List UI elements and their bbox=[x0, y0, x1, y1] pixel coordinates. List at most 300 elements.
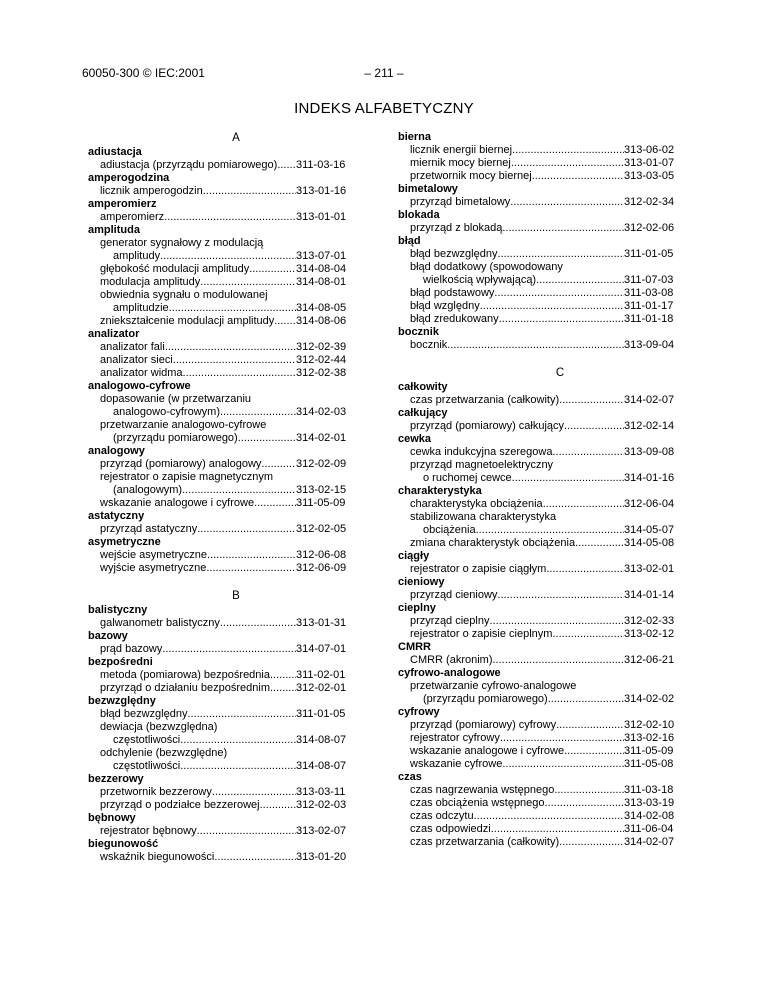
index-group bbox=[398, 641, 682, 667]
index-headword: ciągły bbox=[398, 550, 430, 562]
index-headword: bazowy bbox=[88, 630, 128, 642]
index-group bbox=[88, 838, 368, 864]
index-entry bbox=[398, 810, 682, 823]
term-reference-code: 312-02-14 bbox=[624, 420, 675, 432]
index-entry-text: modulacja amplitudy bbox=[100, 276, 201, 288]
index-headword: analogowy bbox=[88, 445, 145, 457]
index-entry bbox=[398, 615, 682, 628]
dot-leader bbox=[536, 274, 624, 287]
term-reference-code: 312-06-21 bbox=[624, 654, 675, 666]
index-entry-text: o ruchomej cewce bbox=[423, 472, 512, 484]
dot-leader bbox=[497, 589, 624, 602]
index-entry bbox=[398, 498, 682, 511]
index-entry bbox=[398, 745, 682, 758]
dot-leader bbox=[493, 654, 625, 667]
index-entry-text: wyjście asymetryczne bbox=[100, 562, 207, 574]
term-reference-code: 313-02-16 bbox=[624, 732, 675, 744]
index-group bbox=[398, 131, 682, 183]
term-reference-code: 313-09-08 bbox=[624, 446, 675, 458]
index-entry bbox=[398, 287, 682, 300]
index-headword: cieniowy bbox=[398, 576, 445, 588]
index-entry-text: amperomierz bbox=[100, 211, 165, 223]
index-entry-text: rejestrator o zapisie magnetycznym bbox=[100, 471, 274, 483]
index-group bbox=[88, 773, 368, 812]
dot-leader bbox=[532, 170, 624, 183]
index-entry-text: cewka indukcyjna szeregowa bbox=[410, 446, 553, 458]
term-reference-code: 314-08-06 bbox=[296, 315, 347, 327]
index-entry-text: przyrząd (pomiarowy) analogowy bbox=[100, 458, 262, 470]
term-reference-code: 311-01-05 bbox=[296, 708, 346, 720]
index-headword: blokada bbox=[398, 209, 440, 221]
index-group bbox=[398, 550, 682, 576]
term-reference-code: 311-02-01 bbox=[296, 669, 346, 681]
index-entry-text: wskazanie analogowe i cyfrowe bbox=[100, 497, 255, 509]
dot-leader bbox=[491, 823, 624, 836]
term-reference-code: 311-05-08 bbox=[624, 758, 674, 770]
index-group bbox=[398, 602, 682, 641]
index-group bbox=[398, 706, 682, 771]
index-entry-text: obciążenia bbox=[423, 524, 476, 536]
term-reference-code: 314-08-05 bbox=[296, 302, 347, 314]
index-entry-text: przyrząd o działaniu bezpośrednim bbox=[100, 682, 270, 694]
index-entry bbox=[88, 497, 368, 510]
dot-leader bbox=[512, 472, 624, 485]
index-entry bbox=[88, 458, 368, 471]
dot-leader bbox=[197, 825, 296, 838]
dot-leader bbox=[559, 394, 624, 407]
dot-leader bbox=[207, 549, 296, 562]
index-entry bbox=[88, 562, 368, 575]
index-entry bbox=[398, 144, 682, 157]
index-entry bbox=[398, 732, 682, 745]
index-entry-text: przyrząd bimetalowy bbox=[410, 196, 511, 208]
index-entry bbox=[398, 222, 682, 235]
index-entry-text: przetwarzanie cyfrowo-analogowe bbox=[410, 680, 577, 692]
page-title: INDEKS ALFABETYCZNY bbox=[294, 100, 474, 117]
term-reference-code: 314-01-14 bbox=[624, 589, 675, 601]
index-entry-text: przyrząd (pomiarowy) całkujący bbox=[410, 420, 565, 432]
index-entry bbox=[398, 420, 682, 433]
term-reference-code: 312-02-38 bbox=[296, 367, 347, 379]
term-reference-code: 311-01-17 bbox=[624, 300, 674, 312]
index-group bbox=[398, 381, 682, 407]
index-entry-text: galwanometr balistyczny bbox=[100, 617, 220, 629]
index-group bbox=[88, 812, 368, 838]
index-entry-text: czas przetwarzania (całkowity) bbox=[410, 836, 560, 848]
index-group bbox=[88, 172, 368, 198]
dot-leader bbox=[274, 315, 296, 328]
index-entry bbox=[398, 511, 682, 537]
dot-leader bbox=[502, 758, 624, 771]
section-letter-c: C bbox=[555, 367, 565, 379]
index-entry-text: przetwornik mocy biernej bbox=[410, 170, 532, 182]
index-entry-text: analogowo-cyfrowym) bbox=[113, 406, 220, 418]
index-entry-text: czas nagrzewania wstępnego bbox=[410, 784, 555, 796]
dot-leader bbox=[214, 851, 296, 864]
term-reference-code: 313-03-19 bbox=[624, 797, 675, 809]
index-column-left bbox=[88, 131, 368, 864]
index-column-right bbox=[398, 131, 682, 849]
index-headword: czas bbox=[398, 771, 422, 783]
dot-leader bbox=[260, 799, 296, 812]
index-entry-text: przyrząd cieniowy bbox=[410, 589, 498, 601]
index-entry bbox=[88, 549, 368, 562]
index-headword: amperogodzina bbox=[88, 172, 170, 184]
dot-leader bbox=[476, 524, 624, 537]
index-entry bbox=[88, 708, 368, 721]
index-entry-text: CMRR (akronim) bbox=[410, 654, 493, 666]
dot-leader bbox=[511, 157, 624, 170]
index-entry bbox=[398, 784, 682, 797]
index-group bbox=[88, 445, 368, 510]
section-letter-b: B bbox=[232, 590, 240, 602]
index-headword: błąd bbox=[398, 235, 421, 247]
index-group bbox=[88, 695, 368, 773]
dot-leader bbox=[494, 287, 624, 300]
index-entry-text: błąd bezwzględny bbox=[100, 708, 188, 720]
index-entry bbox=[398, 758, 682, 771]
index-entry-text: rejestrator o zapisie cieplnym bbox=[410, 628, 553, 640]
dot-leader bbox=[489, 615, 624, 628]
index-entry-text: wskaźnik biegunowości bbox=[100, 851, 215, 863]
index-group bbox=[88, 146, 368, 172]
dot-leader bbox=[502, 222, 624, 235]
dot-leader bbox=[480, 300, 624, 313]
dot-leader bbox=[497, 248, 624, 261]
index-entry-text: błąd względny bbox=[410, 300, 480, 312]
term-reference-code: 311-03-08 bbox=[624, 287, 674, 299]
term-reference-code: 313-02-07 bbox=[296, 825, 347, 837]
index-headword: cieplny bbox=[398, 602, 436, 614]
index-entry-text: dewiacja (bezwzględna) bbox=[100, 721, 218, 733]
index-entry bbox=[88, 851, 368, 864]
index-entry bbox=[88, 211, 368, 224]
index-entry-text: (przyrządu pomiarowego) bbox=[113, 432, 238, 444]
term-reference-code: 312-02-44 bbox=[296, 354, 347, 366]
term-reference-code: 314-08-04 bbox=[296, 263, 347, 275]
term-reference-code: 314-08-07 bbox=[296, 760, 347, 772]
dot-leader bbox=[180, 760, 296, 773]
dot-leader bbox=[499, 313, 624, 326]
index-entry bbox=[398, 157, 682, 170]
term-reference-code: 314-01-16 bbox=[624, 472, 675, 484]
dot-leader bbox=[545, 797, 624, 810]
index-entry bbox=[88, 341, 368, 354]
dot-leader bbox=[165, 341, 296, 354]
term-reference-code: 311-05-09 bbox=[296, 497, 346, 509]
dot-leader bbox=[474, 810, 624, 823]
index-entry-text: amplitudy bbox=[113, 250, 161, 262]
index-group bbox=[398, 209, 682, 235]
index-entry bbox=[88, 367, 368, 380]
index-entry-text: głębokość modulacji amplitudy bbox=[100, 263, 250, 275]
term-reference-code: 312-06-09 bbox=[296, 562, 347, 574]
index-headword: amperomierz bbox=[88, 198, 157, 210]
index-group bbox=[398, 235, 682, 326]
index-entry-text: zniekształcenie modulacji amplitudy bbox=[100, 315, 275, 327]
index-headword: cyfrowo-analogowe bbox=[398, 667, 501, 679]
dot-leader bbox=[556, 719, 624, 732]
index-headword: bezpośredni bbox=[88, 656, 153, 668]
dot-leader bbox=[180, 734, 296, 747]
index-entry bbox=[398, 680, 682, 706]
dot-leader bbox=[270, 682, 296, 695]
index-group bbox=[88, 380, 368, 445]
index-entry-text: czas obciążenia wstępnego bbox=[410, 797, 545, 809]
index-group bbox=[398, 485, 682, 550]
term-reference-code: 314-07-01 bbox=[296, 643, 347, 655]
dot-leader bbox=[447, 339, 624, 352]
term-reference-code: 314-02-02 bbox=[624, 693, 675, 705]
index-entry-text: przyrząd (pomiarowy) cyfrowy bbox=[410, 719, 557, 731]
index-section-b-continued bbox=[398, 131, 682, 352]
index-entry-text: wejście asymetryczne bbox=[100, 549, 207, 561]
index-entry-text: obwiednia sygnału o modulowanej bbox=[100, 289, 268, 301]
index-entry-text: przyrząd o podziałce bezzerowej bbox=[100, 799, 260, 811]
index-entry bbox=[398, 170, 682, 183]
index-headword: bimetalowy bbox=[398, 183, 458, 195]
term-reference-code: 313-03-11 bbox=[296, 786, 346, 798]
term-reference-code: 313-02-01 bbox=[624, 563, 675, 575]
index-entry bbox=[88, 617, 368, 630]
term-reference-code: 313-01-07 bbox=[624, 157, 675, 169]
index-entry bbox=[88, 237, 368, 263]
term-reference-code: 313-01-31 bbox=[296, 617, 347, 629]
index-headword: biegunowość bbox=[88, 838, 159, 850]
index-entry bbox=[398, 563, 682, 576]
dot-leader bbox=[169, 302, 296, 315]
index-entry bbox=[88, 185, 368, 198]
term-reference-code: 312-02-03 bbox=[296, 799, 347, 811]
index-entry-text: bocznik bbox=[410, 339, 448, 351]
term-reference-code: 311-03-18 bbox=[624, 784, 674, 796]
dot-leader bbox=[500, 732, 624, 745]
index-headword: analizator bbox=[88, 328, 140, 340]
term-reference-code: 313-09-04 bbox=[624, 339, 675, 351]
dot-leader bbox=[220, 617, 296, 630]
index-entry-text: przyrząd magnetoelektryczny bbox=[410, 459, 554, 471]
index-entry bbox=[398, 196, 682, 209]
index-group bbox=[88, 536, 368, 575]
index-group bbox=[88, 510, 368, 536]
term-reference-code: 312-06-04 bbox=[624, 498, 675, 510]
index-group bbox=[398, 433, 682, 485]
index-entry-text: metoda (pomiarowa) bezpośrednia bbox=[100, 669, 270, 681]
index-group bbox=[88, 630, 368, 656]
index-headword: astatyczny bbox=[88, 510, 145, 522]
index-group bbox=[398, 407, 682, 433]
dot-leader bbox=[249, 263, 296, 276]
index-entry-text: przetwornik bezzerowy bbox=[100, 786, 212, 798]
index-headword: całkujący bbox=[398, 407, 448, 419]
index-entry bbox=[88, 799, 368, 812]
index-entry-text: generator sygnałowy z modulacją bbox=[100, 237, 264, 249]
term-reference-code: 314-08-01 bbox=[296, 276, 347, 288]
term-reference-code: 312-02-39 bbox=[296, 341, 347, 353]
index-entry-text: analizator widma bbox=[100, 367, 183, 379]
index-group bbox=[398, 667, 682, 706]
index-entry-text: wskazanie analogowe i cyfrowe bbox=[410, 745, 565, 757]
index-headword: analogowo-cyfrowe bbox=[88, 380, 191, 392]
index-entry-text: licznik energii biernej bbox=[410, 144, 513, 156]
index-group bbox=[398, 771, 682, 849]
term-reference-code: 312-02-01 bbox=[296, 682, 347, 694]
index-entry-text: analizator sieci bbox=[100, 354, 173, 366]
index-entry-text: błąd zredukowany bbox=[410, 313, 499, 325]
term-reference-code: 311-06-04 bbox=[624, 823, 674, 835]
dot-leader bbox=[548, 693, 624, 706]
index-entry-text: zmiana charakterystyk obciążenia bbox=[410, 537, 576, 549]
term-reference-code: 311-01-18 bbox=[624, 313, 674, 325]
index-entry-text: czas odczytu bbox=[410, 810, 474, 822]
index-entry-text: rejestrator cyfrowy bbox=[410, 732, 500, 744]
term-reference-code: 311-01-05 bbox=[624, 248, 674, 260]
dot-leader bbox=[546, 563, 624, 576]
index-entry bbox=[398, 313, 682, 326]
index-headword: charakterystyka bbox=[398, 485, 482, 497]
index-entry bbox=[88, 354, 368, 367]
index-headword: amplituda bbox=[88, 224, 140, 236]
index-headword: cewka bbox=[398, 433, 432, 445]
dot-leader bbox=[254, 497, 296, 510]
index-entry bbox=[88, 315, 368, 328]
term-reference-code: 313-02-12 bbox=[624, 628, 675, 640]
index-entry-text: amplitudzie bbox=[113, 302, 169, 314]
index-entry-text: przetwarzanie analogowo-cyfrowe bbox=[100, 419, 267, 431]
index-entry bbox=[398, 261, 682, 287]
index-entry-text: licznik amperogodzin bbox=[100, 185, 203, 197]
dot-leader bbox=[162, 643, 296, 656]
term-reference-code: 314-02-08 bbox=[624, 810, 675, 822]
index-entry bbox=[88, 786, 368, 799]
dot-leader bbox=[164, 211, 296, 224]
dot-leader bbox=[173, 354, 296, 367]
term-reference-code: 313-03-05 bbox=[624, 170, 675, 182]
index-entry-text: czas przetwarzania (całkowity) bbox=[410, 394, 560, 406]
index-entry-text: (analogowym) bbox=[113, 484, 183, 496]
term-reference-code: 314-02-03 bbox=[296, 406, 347, 418]
index-headword: bierna bbox=[398, 131, 432, 143]
term-reference-code: 313-02-15 bbox=[296, 484, 347, 496]
document-id: 60050-300 © IEC:2001 bbox=[82, 66, 205, 80]
index-section-a bbox=[88, 146, 368, 575]
dot-leader bbox=[559, 836, 624, 849]
index-entry-text: stabilizowana charakterystyka bbox=[410, 511, 557, 523]
index-entry bbox=[398, 823, 682, 836]
dot-leader bbox=[277, 159, 296, 172]
term-reference-code: 313-06-02 bbox=[624, 144, 675, 156]
term-reference-code: 314-08-07 bbox=[296, 734, 347, 746]
dot-leader bbox=[512, 144, 624, 157]
index-entry bbox=[398, 836, 682, 849]
index-entry-text: wskazanie cyfrowe bbox=[410, 758, 503, 770]
term-reference-code: 313-01-01 bbox=[296, 211, 347, 223]
index-entry-text: (przyrządu pomiarowego) bbox=[423, 693, 548, 705]
index-entry bbox=[398, 589, 682, 602]
term-reference-code: 314-02-01 bbox=[296, 432, 347, 444]
index-group bbox=[88, 198, 368, 224]
index-headword: cyfrowy bbox=[398, 706, 440, 718]
index-entry bbox=[398, 446, 682, 459]
index-headword: bezzerowy bbox=[88, 773, 144, 785]
index-headword: bezwzględny bbox=[88, 695, 156, 707]
index-headword: całkowity bbox=[398, 381, 448, 393]
index-entry bbox=[88, 825, 368, 838]
term-reference-code: 314-02-07 bbox=[624, 394, 675, 406]
index-entry bbox=[398, 459, 682, 485]
term-reference-code: 311-03-16 bbox=[296, 159, 346, 171]
index-entry bbox=[88, 276, 368, 289]
term-reference-code: 314-02-07 bbox=[624, 836, 675, 848]
term-reference-code: 313-01-16 bbox=[296, 185, 347, 197]
dot-leader bbox=[543, 498, 624, 511]
index-entry-text: błąd podstawowy bbox=[410, 287, 495, 299]
dot-leader bbox=[261, 458, 296, 471]
dot-leader bbox=[212, 786, 296, 799]
index-entry-text: odchylenie (bezwzględne) bbox=[100, 747, 228, 759]
index-headword: CMRR bbox=[398, 641, 431, 653]
index-entry bbox=[88, 393, 368, 419]
index-entry bbox=[398, 537, 682, 550]
term-reference-code: 312-06-08 bbox=[296, 549, 347, 561]
dot-leader bbox=[238, 432, 296, 445]
dot-leader bbox=[200, 276, 296, 289]
index-entry bbox=[398, 339, 682, 352]
term-reference-code: 312-02-34 bbox=[624, 196, 675, 208]
dot-leader bbox=[203, 185, 296, 198]
index-group bbox=[88, 328, 368, 380]
dot-leader bbox=[183, 367, 296, 380]
dot-leader bbox=[564, 745, 624, 758]
dot-leader bbox=[270, 669, 296, 682]
term-reference-code: 312-02-09 bbox=[296, 458, 347, 470]
index-entry-text: błąd dodatkowy (spowodowany bbox=[410, 261, 563, 273]
section-letter-a: A bbox=[232, 132, 240, 144]
term-reference-code: 313-07-01 bbox=[296, 250, 347, 262]
index-entry-text: prąd bazowy bbox=[100, 643, 163, 655]
index-entry-text: rejestrator o zapisie ciągłym bbox=[410, 563, 547, 575]
index-group bbox=[88, 656, 368, 695]
index-headword: asymetryczne bbox=[88, 536, 161, 548]
index-entry bbox=[398, 248, 682, 261]
dot-leader bbox=[182, 484, 296, 497]
index-group bbox=[398, 183, 682, 209]
term-reference-code: 311-07-03 bbox=[624, 274, 674, 286]
term-reference-code: 312-02-05 bbox=[296, 523, 347, 535]
index-entry-text: przyrząd cieplny bbox=[410, 615, 490, 627]
dot-leader bbox=[564, 420, 624, 433]
index-entry-text: rejestrator bębnowy bbox=[100, 825, 197, 837]
index-entry-text: dopasowanie (w przetwarzaniu bbox=[100, 393, 252, 405]
dot-leader bbox=[575, 537, 624, 550]
term-reference-code: 314-05-08 bbox=[624, 537, 675, 549]
index-group bbox=[398, 326, 682, 352]
index-entry bbox=[88, 721, 368, 747]
index-entry bbox=[88, 159, 368, 172]
index-entry-text: adiustacja (przyrządu pomiarowego) bbox=[100, 159, 278, 171]
term-reference-code: 312-02-33 bbox=[624, 615, 675, 627]
index-section-c bbox=[398, 381, 682, 849]
index-entry bbox=[398, 628, 682, 641]
page-number: – 211 – bbox=[364, 66, 404, 80]
term-reference-code: 314-05-07 bbox=[624, 524, 675, 536]
term-reference-code: 313-01-20 bbox=[296, 851, 347, 863]
index-headword: balistyczny bbox=[88, 604, 148, 616]
index-entry-text: miernik mocy biernej bbox=[410, 157, 511, 169]
dot-leader bbox=[552, 628, 624, 641]
index-entry bbox=[88, 263, 368, 276]
index-entry-text: charakterystyka obciążenia bbox=[410, 498, 543, 510]
